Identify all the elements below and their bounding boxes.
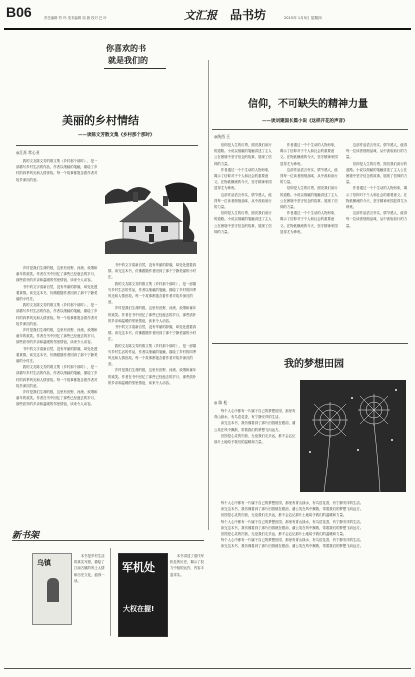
article1-paragraph: 书中的文字清新自然，没有华丽的辞藻，却处处透着真情。读完这本书，仿佛跟随作者回到了那个宁静美丽的小村庄。 — [108, 325, 197, 342]
article2-body-col2 — [280, 142, 340, 332]
article1-body-col2 — [108, 262, 198, 527]
dandelion-illustration — [300, 380, 406, 492]
article1-paragraph: 我的文友陈文芳的散文集《乡村那个那时》，是一部描写乡村生活的作品，作者以细腻的笔触，描绘了乡村的四季风光和人情世故。每一个故事都饱含着作者对故乡深沉的爱。 — [108, 343, 197, 367]
book1-photo — [47, 578, 59, 602]
article3-paragraph: 每个人心中都有一片属于自己的梦想田园，那里有青山绿水，有鸟语花香，有宁静安详的生活。 — [220, 519, 364, 524]
article3-byline: ◎ 陈 松 — [214, 400, 228, 405]
article3-title: 我的梦想田园 — [284, 359, 344, 370]
book1-cover — [32, 553, 72, 625]
article2-paragraph: 信仰是人生的灯塔，照亮我们前行的道路。小说以细腻的笔触讲述了主人公在困境中坚守信念的故事，展现了信仰的力量。 — [214, 143, 272, 166]
article1-byline: ◎江苏 常心亚 — [16, 150, 40, 155]
issue-date: 2015年 1月5日 星期四 — [284, 16, 322, 20]
article1-paragraph: 书中的文字清新自然，没有华丽的辞藻，却处处透着真情。读完这本书，仿佛跟随作者回到了那个宁静美丽的小村庄。 — [108, 263, 197, 280]
article3-paragraph: 读完这本书，我仿佛看到了那片田园就在眼前，蒲公英在风中飘散，带着我们的梦想飞向远方。 — [214, 421, 296, 432]
article1-paragraph: 我的文友陈文芳的散文集《乡村那个那时》，是一部描写乡村生活的作品，作者以细腻的笔触，描绘了乡村的四季风光和人情世故。每一个故事都饱含着作者对故乡深沉的爱。 — [16, 159, 98, 182]
article3-paragraph: 每个人心中都有一片属于自己的梦想田园，那里有青山绿水，有鸟语花香，有宁静安详的生活。 — [220, 501, 364, 505]
article3-paragraph: 田园是心灵的归宿，无论我们走多远，都不会忘记那片土地给予我们的温暖和力量。 — [220, 532, 347, 537]
article1-paragraph: 我的文友陈文芳的散文集《乡村那个那时》，是一部描写乡村生活的作品，作者以细腻的笔触，描绘了乡村的四季风光和人情世故。每一个故事都饱含着作者对故乡深沉的爱。 — [16, 365, 98, 388]
article2-paragraph: 信仰是人生的灯塔，照亮我们前行的道路。小说以细腻的笔触讲述了主人公在困境中坚守信念的故事，展现了信仰的力量。 — [214, 211, 272, 234]
article2-paragraph: 这部作品语言朴实，情节感人，值得每一位读者细细品味，从中汲取前行的力量。 — [214, 192, 272, 210]
article2-body-col1 — [214, 142, 274, 332]
book1-description — [74, 553, 106, 631]
recommend-line-1: 你喜欢的书 — [106, 44, 146, 53]
article1-paragraph: 书中的文字清新自然，没有华丽的辞藻，却处处透着真情。读完这本书，仿佛跟随作者回到了那个宁静美丽的小村庄。 — [16, 284, 98, 302]
article2-body-col3 — [346, 142, 408, 332]
paper-logo: 文汇报 — [184, 10, 217, 22]
recommend-underline — [104, 68, 166, 69]
book1-desc-text: 本书是乡村生活的真实写照，描绘了江南古镇的风土人情和历史文化，值得一读。 — [74, 554, 105, 583]
article1-rule — [16, 145, 198, 146]
recommend-banner — [100, 40, 170, 76]
article1-paragraph: 乡村是我们生命的根，这里有田野、河流、炊烟和童年的欢笑。作者在书中回忆了那些已经逝去的岁月，那些质朴的乡亲和温暖的邻里情谊，读来令人动容。 — [16, 328, 98, 345]
article1-paragraph: 乡村是我们生命的根，这里有田野、河流、炊烟和童年的欢笑。作者在书中回忆了那些已经逝去的岁月，那些质朴的乡亲和温暖的邻里情谊，读来令人动容。 — [16, 390, 98, 407]
masthead — [4, 4, 411, 28]
article3-paragraph: 读完这本书，我仿佛看到了那片田园就在眼前，蒲公英在风中飘散，带着我们的梦想飞向远方。 — [220, 507, 364, 512]
article3-paragraph: 读完这本书，我仿佛看到了那片田园就在眼前，蒲公英在风中飘散，带着我们的梦想飞向远方。 — [220, 544, 364, 549]
book1-title: 乌镇 — [37, 559, 51, 567]
article1-paragraph: 我的文友陈文芳的散文集《乡村那个那时》，是一部描写乡村生活的作品，作者以细腻的笔触，描绘了乡村的四季风光和人情世故。每一个故事都饱含着作者对故乡深沉的爱。 — [16, 303, 98, 326]
article1-paragraph: 书中的文字清新自然，没有华丽的辞藻，却处处透着真情。读完这本书，仿佛跟随作者回到了那个宁静美丽的小村庄。 — [16, 346, 98, 364]
article2-paragraph: 这部作品语言朴实，情节感人，值得每一位读者细细品味，从中汲取前行的力量。 — [346, 211, 408, 228]
article3-paragraph: 读完这本书，我仿佛看到了那片田园就在眼前，蒲公英在风中飘散，带着我们的梦想飞向远方。 — [220, 525, 364, 530]
book2-title: 军机处 — [122, 561, 155, 574]
article1-paragraph: 乡村是我们生命的根，这里有田野、河流、炊烟和童年的欢笑。作者在书中回忆了那些已经逝去的岁月，那些质朴的乡亲和温暖的邻里情谊，读来令人动容。 — [108, 368, 197, 385]
article2-subtitle: ——读刘建国长篇小说《这样开花的声音》 — [262, 119, 348, 124]
cottage-illustration — [105, 178, 197, 254]
article1-body-col1b — [16, 265, 100, 590]
recommend-line-2: 就是我们的 — [108, 56, 148, 65]
article3-body-col2 — [214, 500, 408, 665]
article2-paragraph: 信仰是人生的灯塔，照亮我们前行的道路。小说以细腻的笔触讲述了主人公在困境中坚守信念的故事，展现了信仰的力量。 — [280, 186, 338, 210]
article1-paragraph: 乡村是我们生命的根，这里有田野、河流、炊烟和童年的欢笑。作者在书中回忆了那些已经逝去的岁月，那些质朴的乡亲和温暖的邻里情谊，读来令人动容。 — [16, 266, 98, 283]
article2-bottom-rule — [212, 343, 408, 344]
article2-title: 信仰，不可缺失的精神力量 — [248, 99, 368, 110]
article2-paragraph: 信仰是人生的灯塔，照亮我们前行的道路。小说以细腻的笔触讲述了主人公在困境中坚守信念的故事，展现了信仰的力量。 — [346, 161, 408, 185]
article2-paragraph: 这部作品语言朴实，情节感人，值得每一位读者细细品味，从中汲取前行的力量。 — [346, 143, 408, 160]
page-bottom-rule — [4, 668, 411, 669]
book2-desc-text: 本书讲述了清代军机处的历史，揭示了权力中枢的运作，内容丰富详实。 — [170, 554, 204, 577]
section-title: 品书坊 — [230, 8, 267, 22]
article3-paragraph: 每个人心中都有一片属于自己的梦想田园，那里有青山绿水，有鸟语花香，有宁静安详的生活。 — [214, 409, 296, 420]
new-books-label: 新书架 — [12, 530, 40, 540]
article2-paragraph: 作者通过一个个生动的人物形象，揭示了信仰对于个人和社会的重要意义。在物欲横流的今天，坚守精神家园显得尤为珍贵。 — [280, 143, 338, 166]
header-rule — [4, 28, 411, 30]
article2-paragraph: 这部作品语言朴实，情节感人，值得每一位读者细细品味，从中汲取前行的力量。 — [280, 167, 338, 185]
article3-paragraph: 田园是心灵的归宿，无论我们走多远，都不会忘记那片土地给予我们的温暖和力量。 — [220, 513, 347, 518]
editor-meta: 责任编辑 符 玛 美术编辑 周 薇 校对 巴 叶 — [44, 16, 107, 20]
article2-paragraph: 作者通过一个个生动的人物形象，揭示了信仰对于个人和社会的重要意义。在物欲横流的今天，坚守精神家园显得尤为珍贵。 — [346, 186, 408, 210]
article2-byline: ◎陕西 王 — [214, 134, 230, 139]
article-divider — [208, 60, 209, 530]
article1-paragraph: 乡村是我们生命的根，这里有田野、河流、炊烟和童年的欢笑。作者在书中回忆了那些已经逝去的岁月，那些质朴的乡亲和温暖的邻里情谊，读来令人动容。 — [108, 306, 197, 323]
page-number: B06 — [6, 4, 32, 20]
book2-cover — [118, 553, 168, 637]
book2-subtitle: 大权在握! — [123, 605, 155, 613]
new-books-rule — [12, 540, 204, 541]
article2-paragraph: 作者通过一个个生动的人物形象，揭示了信仰对于个人和社会的重要意义。在物欲横流的今天，坚守精神家园显得尤为珍贵。 — [280, 211, 338, 234]
article2-rule — [212, 129, 408, 130]
article3-paragraph: 田园是心灵的归宿，无论我们走多远，都不会忘记那片土地给予我们的温暖和力量。 — [214, 433, 296, 445]
article1-paragraph: 我的文友陈文芳的散文集《乡村那个那时》，是一部描写乡村生活的作品，作者以细腻的笔触，描绘了乡村的四季风光和人情世故。每一个故事都饱含着作者对故乡深沉的爱。 — [108, 281, 197, 305]
article1-subtitle: ——读陈文芳散文集《乡村那个那时》 — [78, 133, 155, 138]
article3-body-col1 — [214, 408, 296, 508]
article3-paragraph: 每个人心中都有一片属于自己的梦想田园，那里有青山绿水，有鸟语花香，有宁静安详的生活。 — [220, 538, 364, 543]
article1-title: 美丽的乡村情结 — [62, 114, 139, 127]
article2-paragraph: 作者通过一个个生动的人物形象，揭示了信仰对于个人和社会的重要意义。在物欲横流的今天，坚守精神家园显得尤为珍贵。 — [214, 167, 272, 191]
book2-description — [170, 553, 204, 631]
book-divider — [110, 548, 111, 636]
article1-body-col1 — [16, 158, 100, 263]
